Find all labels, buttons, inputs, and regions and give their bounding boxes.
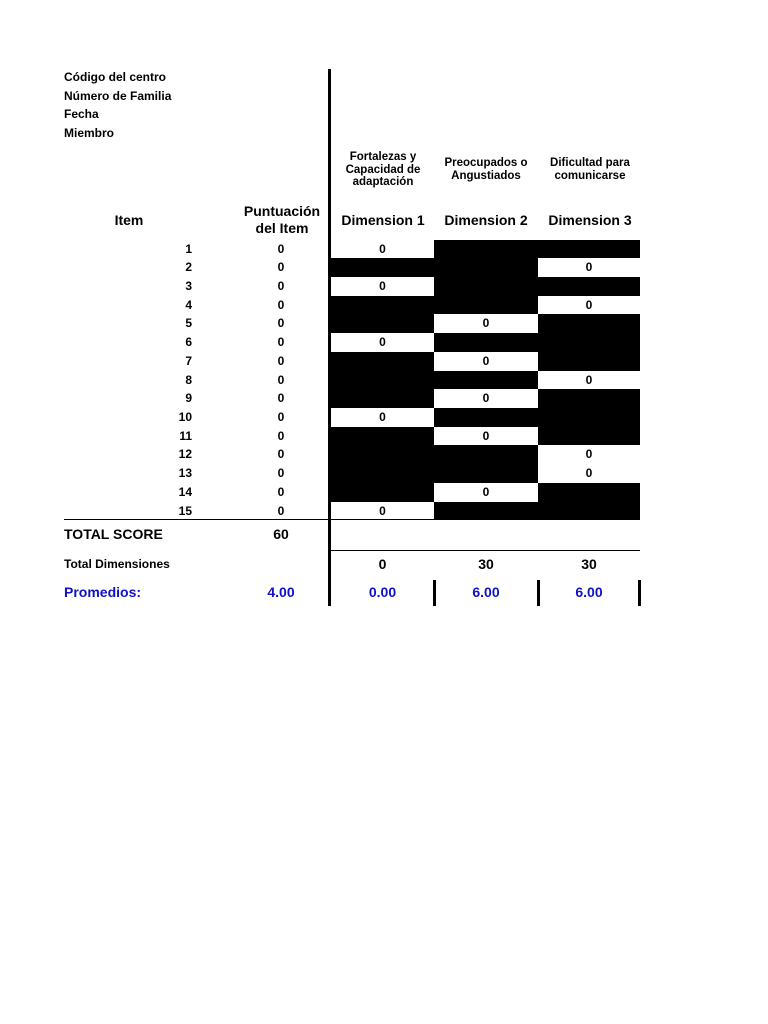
total-dimensions-label: Total Dimensiones: [64, 557, 170, 571]
dimension-blocked-cell: [331, 314, 434, 333]
dimension-blocked-cell: [538, 389, 640, 408]
promedios-dim2: 6.00: [472, 584, 500, 600]
total-dim3-value: 30: [581, 556, 597, 572]
promedios-score: 4.00: [267, 584, 295, 600]
row-item-number: 4: [185, 297, 192, 312]
dimension-value-cell: 0: [482, 353, 490, 368]
dimension-value-cell: 0: [585, 372, 593, 387]
dimension-blocked-cell: [538, 502, 640, 521]
dimension-blocked-cell: [538, 352, 640, 371]
dimension-value-cell: 0: [585, 297, 593, 312]
row-item-score: 0: [277, 260, 285, 275]
dim1-header: Dimension 1: [341, 212, 425, 228]
dimension-value-cell: 0: [379, 241, 386, 256]
dimension-blocked-cell: [331, 464, 434, 483]
dimension-value-cell: 0: [482, 391, 490, 406]
row-item-score: 0: [277, 466, 285, 481]
row-item-number: 6: [185, 335, 192, 350]
row-item-number: 9: [185, 391, 192, 406]
row-item-number: 14: [178, 484, 192, 499]
row-item-score: 0: [277, 241, 285, 256]
row-item-number: 15: [178, 503, 192, 518]
dimension-blocked-cell: [434, 333, 538, 352]
dimension-blocked-cell: [331, 258, 434, 277]
dimension-value-cell: 0: [585, 447, 593, 462]
row-item-number: 7: [185, 353, 192, 368]
row-item-number: 2: [185, 260, 192, 275]
meta-label-centro: Código del centro: [64, 70, 166, 84]
dimension-blocked-cell: [331, 445, 434, 464]
total-score-label: TOTAL SCORE: [64, 526, 163, 542]
dimension-blocked-cell: [538, 333, 640, 352]
dimension-blocked-cell: [434, 502, 538, 521]
dimension-blocked-cell: [331, 483, 434, 502]
score-header: Puntuación del Item: [243, 203, 321, 236]
row-item-number: 12: [178, 447, 192, 462]
dim3-header: Dimension 3: [548, 212, 632, 228]
dimension-blocked-cell: [538, 240, 640, 259]
row-item-number: 1: [185, 241, 192, 256]
promedios-tick-2: [537, 580, 540, 606]
dimension-blocked-cell: [331, 427, 434, 446]
row-item-score: 0: [277, 316, 285, 331]
row-item-number: 10: [178, 409, 192, 424]
promedios-label: Promedios:: [64, 584, 142, 600]
dimension-value-cell: 0: [379, 503, 386, 518]
row-item-score: 0: [277, 409, 285, 424]
dimension-value-cell: 0: [379, 335, 386, 350]
row-item-score: 0: [277, 297, 285, 312]
dimension-blocked-cell: [538, 427, 640, 446]
promedios-dim3: 6.00: [575, 584, 603, 600]
row-item-score: 0: [277, 335, 285, 350]
row-item-score: 0: [277, 484, 285, 499]
row-item-score: 0: [277, 278, 285, 293]
dimension-value-cell: 0: [379, 409, 386, 424]
dimension-blocked-cell: [434, 464, 538, 483]
dimension-value-cell: 0: [585, 466, 593, 481]
meta-label-fecha: Fecha: [64, 107, 99, 121]
dimension-blocked-cell: [434, 371, 538, 390]
total-dim2-value: 30: [478, 556, 494, 572]
meta-labels: [64, 68, 171, 142]
row-item-score: 0: [277, 353, 285, 368]
row-item-number: 13: [178, 466, 192, 481]
dim1-description: Fortalezas y Capacidad de adaptación: [345, 151, 421, 188]
dimension-blocked-cell: [538, 314, 640, 333]
dimensions-separator-line: [331, 550, 640, 551]
dimension-blocked-cell: [538, 408, 640, 427]
row-item-score: 0: [277, 447, 285, 462]
dimension-blocked-cell: [434, 258, 538, 277]
row-item-score: 0: [277, 503, 285, 518]
total-score-value: 60: [273, 526, 289, 542]
dim2-header: Dimension 2: [444, 212, 528, 228]
row-item-number: 5: [185, 316, 192, 331]
dimension-blocked-cell: [434, 277, 538, 296]
meta-label-miembro: Miembro: [64, 125, 115, 140]
dimension-value-cell: 0: [482, 484, 490, 499]
dimension-blocked-cell: [331, 296, 434, 315]
dimension-blocked-cell: [538, 277, 640, 296]
dimension-value-cell: 0: [482, 316, 490, 331]
row-item-score: 0: [277, 372, 285, 387]
dimension-blocked-cell: [538, 483, 640, 502]
row-item-score: 0: [277, 428, 285, 443]
item-header: Item: [114, 212, 144, 228]
dimension-blocked-cell: [434, 296, 538, 315]
row-item-number: 11: [179, 428, 192, 443]
dimension-blocked-cell: [434, 240, 538, 259]
promedios-dim1: 0.00: [368, 584, 397, 600]
promedios-tick-3: [638, 580, 641, 606]
meta-label-familia: Número de Familia: [64, 88, 172, 103]
row-item-number: 8: [185, 372, 192, 387]
dimension-blocked-cell: [331, 371, 434, 390]
dimension-blocked-cell: [331, 352, 434, 371]
dim3-description: Dificultad para comunicarse: [550, 157, 630, 182]
dimension-value-cell: 0: [379, 278, 386, 293]
dimension-blocked-cell: [434, 408, 538, 427]
total-dim1-value: 0: [378, 556, 387, 572]
dimension-blocked-cell: [331, 389, 434, 408]
promedios-tick-1: [433, 580, 436, 606]
dimension-value-cell: 0: [585, 260, 593, 275]
dimension-blocked-cell: [434, 445, 538, 464]
row-item-number: 3: [185, 278, 192, 293]
total-separator-line: [64, 519, 640, 520]
row-item-score: 0: [277, 391, 285, 406]
dim2-description: Preocupados o Angustiados: [444, 157, 528, 182]
dimension-value-cell: 0: [482, 428, 490, 443]
